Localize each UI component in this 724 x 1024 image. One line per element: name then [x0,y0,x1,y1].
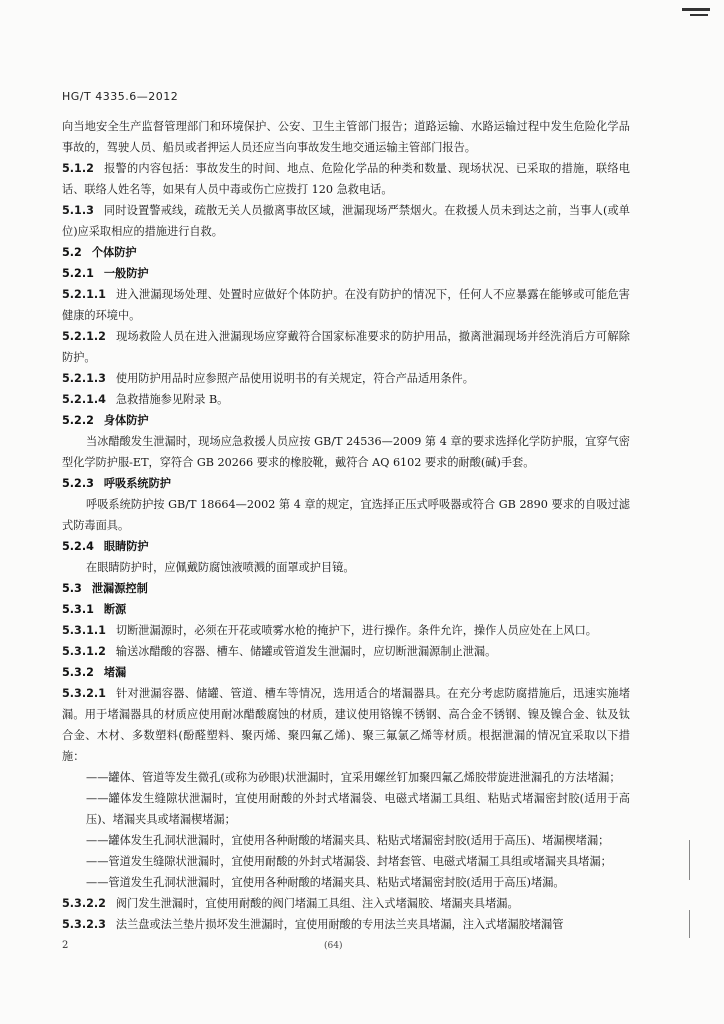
clause-5-3-1-1: 5.3.1.1 切断泄漏源时，必须在开花或喷雾水枪的掩护下，进行操作。条件允许，操作人员应处在上风口。 [62,624,597,637]
scan-artifact [690,14,708,16]
scan-artifact [682,8,710,11]
dash-list-item: ——罐体发生缝隙状泄漏时，宜使用耐酸的外封式堵漏袋、电磁式堵漏工具组、粘贴式堵漏密封胶(适用于高压)、堵漏夹具或堵漏楔堵漏； [86,792,630,826]
sheet-number: (64) [324,941,343,951]
scan-artifact [689,910,690,938]
body-text [62,116,630,935]
page-number: 2 [62,940,69,951]
section-heading-5-2-2: 5.2.2 身体防护 [62,414,149,427]
body-protection-paragraph: 当冰醋酸发生泄漏时，现场应急救援人员应按 GB/T 24536—2009 第 4 章的要求选择化学防护服，宜穿气密型化学防护服-ET，穿符合 GB 20266 要求的橡胶靴，戴符合 AQ 6102 要求的耐酸(碱)手套。 [62,435,630,469]
section-heading-5-2-3: 5.2.3 呼吸系统防护 [62,477,171,490]
eye-protection-paragraph: 在眼睛防护时，应佩戴防腐蚀液喷溅的面罩或护目镜。 [86,561,355,574]
dash-list-item: ——管道发生孔洞状泄漏时，宜使用各种耐酸的堵漏夹具、粘贴式堵漏密封胶(适用于高压)堵漏。 [86,876,565,889]
dash-list-item: ——罐体发生孔洞状泄漏时，宜使用各种耐酸的堵漏夹具、粘贴式堵漏密封胶(适用于高压)、堵漏楔堵漏； [86,834,610,847]
scan-artifact [689,840,690,880]
paragraph-continuation: 向当地安全生产监督管理部门和环境保护、公安、卫生主管部门报告；道路运输、水路运输过程中发生危险化学品事故的，驾驶人员、船员或者押运人员还应当向事故发生地交通运输主管部门报告。 [62,120,630,154]
clause-5-2-1-1: 5.2.1.1 进入泄漏现场处理、处置时应做好个体防护。在没有防护的情况下，任何人不应暴露在能够或可能危害健康的环境中。 [62,288,630,322]
standard-code-header: HG/T 4335.6—2012 [62,90,179,103]
clause-5-3-2-2: 5.3.2.2 阀门发生泄漏时，宜使用耐酸的阀门堵漏工具组、注入式堵漏胶、堵漏夹具堵漏。 [62,897,519,910]
clause-5-1-2: 5.1.2 报警的内容包括：事故发生的时间、地点、危险化学品的种类和数量、现场状况、已采取的措施，联络电话、联络人姓名等，如果有人员中毒或伤亡应拨打 120 急救电话。 [62,162,630,196]
section-heading-5-2-4: 5.2.4 眼睛防护 [62,540,149,553]
clause-5-3-1-2: 5.3.1.2 输送冰醋酸的容器、槽车、储罐或管道发生泄漏时，应切断泄漏源制止泄漏。 [62,645,497,658]
dash-list-item: ——罐体、管道等发生微孔(或称为砂眼)状泄漏时，宜采用螺丝钉加聚四氟乙烯胶带旋进泄漏孔的方法堵漏； [86,771,621,784]
section-heading-5-3-1: 5.3.1 断源 [62,603,127,616]
section-heading-5-3-2: 5.3.2 堵漏 [62,666,127,679]
respiratory-protection-paragraph: 呼吸系统防护按 GB/T 18664—2002 第 4 章的规定，宜选择正压式呼吸器或符合 GB 2890 要求的自吸过滤式防毒面具。 [62,498,630,532]
clause-5-3-2-1: 5.3.2.1 针对泄漏容器、储罐、管道、槽车等情况，选用适合的堵漏器具。在充分考虑防腐措施后，迅速实施堵漏。用于堵漏器具的材质应使用耐冰醋酸腐蚀的材质，建议使用铬镍不锈钢、高合金不锈钢、镍及镍合金、钛及钛合金、木材、多数塑料(酚醛塑料、聚丙烯、聚四氟乙烯)、聚三氟氯乙烯等材质。根据泄漏的情况宜采取以下措施： [62,687,630,763]
clause-5-3-2-3: 5.3.2.3 法兰盘或法兰垫片损坏发生泄漏时，宜使用耐酸的专用法兰夹具堵漏，注入式堵漏胶堵漏管 [62,918,564,931]
section-heading-5-3: 5.3 泄漏源控制 [62,582,148,595]
clause-5-1-3: 5.1.3 同时设置警戒线，疏散无关人员撤离事故区域，泄漏现场严禁烟火。在救援人员未到达之前，当事人(或单位)应采取相应的措施进行自救。 [62,204,630,238]
clause-5-2-1-3: 5.2.1.3 使用防护用品时应参照产品使用说明书的有关规定，符合产品适用条件。 [62,372,474,385]
section-heading-5-2-1: 5.2.1 一般防护 [62,267,149,280]
clause-5-2-1-4: 5.2.1.4 急救措施参见附录 B。 [62,393,229,406]
section-heading-5-2: 5.2 个体防护 [62,246,137,259]
dash-list-item: ——管道发生缝隙状泄漏时，宜使用耐酸的外封式堵漏袋、封堵套管、电磁式堵漏工具组或堵漏夹具堵漏； [86,855,612,868]
clause-5-2-1-2: 5.2.1.2 现场救险人员在进入泄漏现场应穿戴符合国家标准要求的防护用品，撤离泄漏现场并经洗消后方可解除防护。 [62,330,630,364]
